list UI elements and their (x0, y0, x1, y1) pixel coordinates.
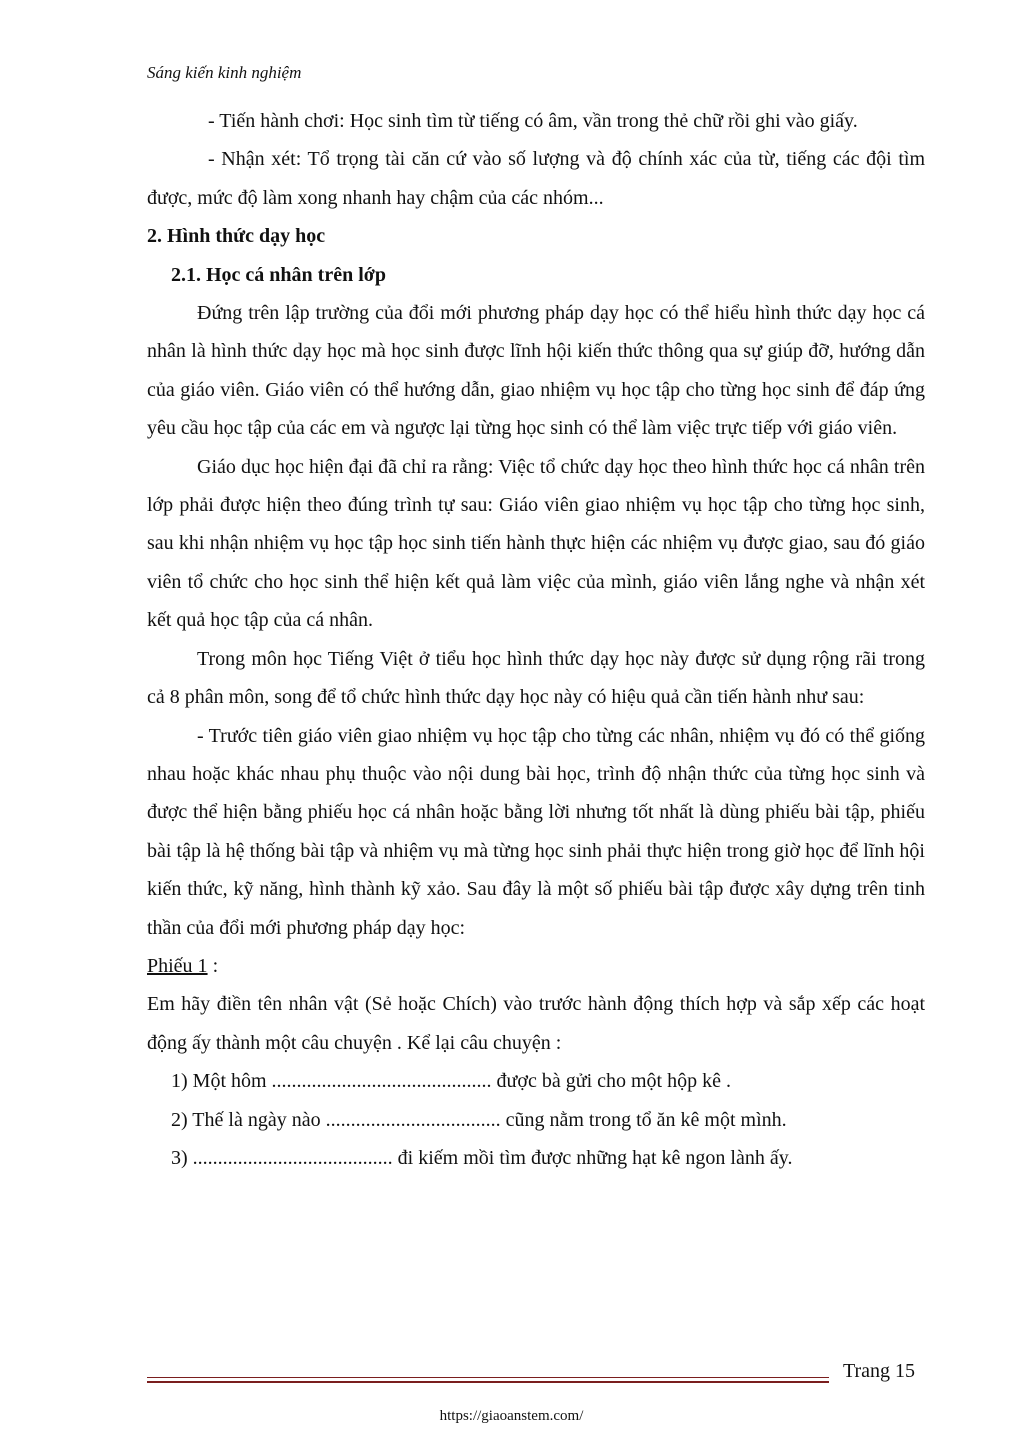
section-heading: 2. Hình thức dạy học (147, 225, 326, 248)
paragraph-giao-duc-hoc: Giáo dục học hiện đại đã chỉ ra rằng: Việc tổ chức dạy học theo hình thức học cá nhân trên lớp phải được hiện theo đúng trình tự sau: Giáo viên giao nhiệm vụ học tập cho từng học sinh, sau khi nhận nhiệm vụ học tập học sinh tiến hành thực hiện các nhiệm vụ được giao, sau đó giáo viên tổ chức cho học sinh thể hiện kết quả làm việc của mình, giáo viên lắng nghe và nhận xét kết quả học tập của cá nhân. (147, 455, 925, 632)
worksheet-instruction: Em hãy điền tên nhân vật (Sẻ hoặc Chích) vào trước hành động thích hợp và sắp xếp các hoạt động ấy thành một câu chuyện . Kể lại câu chuyện : (147, 993, 925, 1054)
worksheet-item-3: 3) ........................................ đi kiếm mồi tìm được những hạt kê ngon lành ấy. (171, 1146, 793, 1169)
worksheet-colon: : (207, 954, 219, 977)
footer-rule (147, 1377, 829, 1383)
worksheet-title (147, 947, 925, 985)
worksheet-item-2: 2) Thế là ngày nào ................................... cũng nằm trong tổ ăn kê một mình. (171, 1108, 787, 1131)
paragraph-tien-hanh-choi: - Tiến hành chơi: Học sinh tìm từ tiếng có âm, vần trong thẻ chữ rồi ghi vào giấy. (208, 110, 858, 132)
worksheet-item-1: 1) Một hôm ............................................ được bà gửi cho một hộp kê . (171, 1070, 731, 1093)
paragraph-nhan-xet: - Nhận xét: Tổ trọng tài căn cứ vào số lượng và độ chính xác của từ, tiếng các đội tìm được, mức độ làm xong nhanh hay chậm của các nhóm... (147, 148, 925, 209)
paragraph-mon-tieng-viet: Trong môn học Tiếng Việt ở tiểu học hình thức dạy học này được sử dụng rộng rãi trong cả 8 phân môn, song để tổ chức hình thức dạy học này có hiệu quả cần tiến hành như sau: (147, 647, 925, 709)
footer-url: https://giaoanstem.com/ (439, 1408, 584, 1424)
document-body (147, 102, 925, 1177)
paragraph-truoc-tien: - Trước tiên giáo viên giao nhiệm vụ học tập cho từng các nhân, nhiệm vụ đó có thể giống nhau hoặc khác nhau phụ thuộc vào nội dung bài học, trình độ nhận thức của từng học sinh và được thể hiện bằng phiếu học cá nhân hoặc bằng lời nhưng tốt nhất là dùng phiếu bài tập, phiếu bài tập là hệ thống bài tập và nhiệm vụ mà từng học sinh phải thực hiện trong giờ học để lĩnh hội kiến thức, kỹ năng, hình thành kỹ xảo. Sau đây là một số phiếu bài tập được xây dựng trên tinh thần của đổi mới phương pháp dạy học: (147, 724, 925, 939)
subsection-heading: 2.1. Học cá nhân trên lớp (171, 263, 386, 286)
running-header: Sáng kiến kinh nghiệm (147, 63, 302, 82)
paragraph-dinh-nghia: Đứng trên lập trường của đổi mới phương pháp dạy học có thể hiểu hình thức dạy học cá nhân là hình thức dạy học mà học sinh được lĩnh hội kiến thức thông qua sự giúp đỡ, hướng dẫn của giáo viên. Giáo viên có thể hướng dẫn, giao nhiệm vụ học tập cho từng học sinh để đáp ứng yêu cầu học tập của các em và ngược lại từng học sinh có thể làm việc trực tiếp với giáo viên. (147, 302, 925, 440)
worksheet-label: Phiếu 1 (147, 954, 208, 977)
page-number: Trang 15 (843, 1360, 916, 1382)
